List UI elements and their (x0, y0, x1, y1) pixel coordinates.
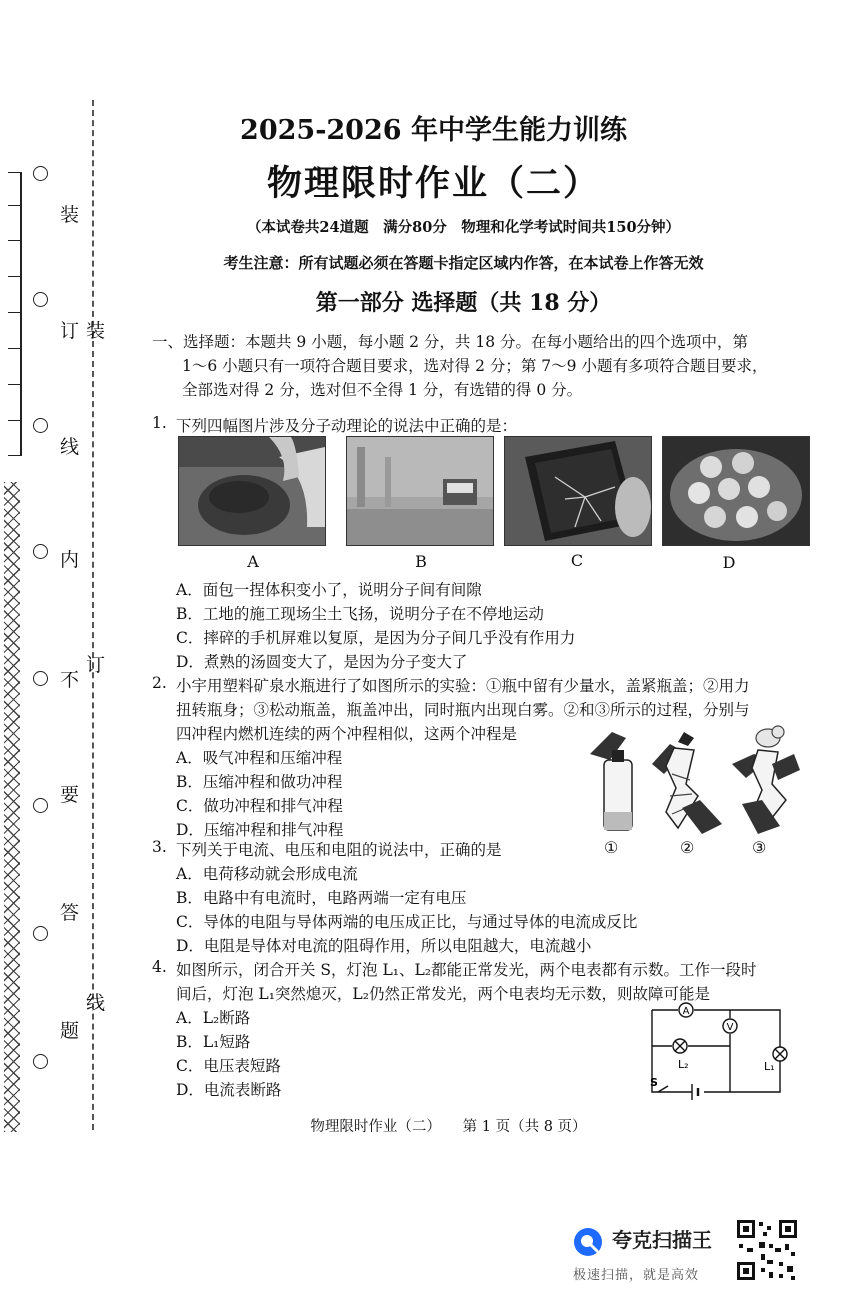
margin-char-outer: 线 (86, 992, 106, 1014)
margin-char: 装 (60, 204, 80, 226)
option: B．L₁短路 (176, 1033, 251, 1051)
margin-char-outer: 订 (86, 654, 106, 676)
ammeter-label: A (682, 1006, 690, 1017)
margin-char: 不 (60, 669, 80, 691)
question-stem: 四冲程内燃机连续的两个冲程相似，这两个冲程是 (176, 725, 518, 743)
photo-construction-dust (346, 436, 494, 546)
binding-circle (33, 926, 48, 941)
margin-char: 题 (60, 1020, 80, 1042)
exam-info: （本试卷共24道题 满分80分 物理和化学考试时间共150分钟） (246, 219, 681, 236)
figure-label: ① (604, 838, 619, 857)
option: A．吸气冲程和压缩冲程 (176, 749, 343, 767)
question-stem: 如图所示，闭合开关 S，灯泡 L₁、L₂都能正常发光，两个电表都有示数。工作一段时 (176, 961, 757, 979)
bracket-tick (8, 348, 20, 349)
question-number: 3. (152, 838, 167, 856)
question-stem: 间后，灯泡 L₁突然熄灭，L₂仍然正常发光，两个电表均无示数，则故障可能是 (176, 985, 710, 1003)
l2-label: L₂ (678, 1058, 689, 1071)
option: B．电路中有电流时，电路两端一定有电压 (176, 889, 467, 907)
brand-logo-icon (572, 1226, 604, 1258)
qr-code-icon (735, 1218, 799, 1282)
voltmeter-label: V (726, 1022, 734, 1033)
section-title: 第一部分 选择题（共 18 分） (315, 290, 612, 316)
question-number: 4. (152, 958, 167, 976)
question-stem: 扭转瓶身；③松动瓶盖，瓶盖冲出，同时瓶内出现白雾。②和③所示的过程，分别与 (176, 701, 750, 719)
binding-circle (33, 671, 48, 686)
figure-label: ② (680, 838, 695, 857)
option: D．煮熟的汤圆变大了，是因为分子变大了 (176, 653, 468, 671)
main-title: 物理限时作业（二） (266, 163, 600, 204)
bracket-tick (8, 312, 20, 313)
question-number: 1. (152, 414, 167, 432)
option: C．导体的电阻与导体两端的电压成正比，与通过导体的电流成反比 (176, 913, 638, 931)
photo-dumplings (662, 436, 810, 546)
option: C．摔碎的手机屏难以复原，是因为分子间几乎没有作用力 (176, 629, 576, 647)
margin-char: 要 (60, 784, 80, 806)
option: A．电荷移动就会形成电流 (176, 865, 358, 883)
bottle-experiment-figure (582, 724, 802, 836)
binding-circle (33, 418, 48, 433)
margin-char-outer: 装 (86, 320, 106, 342)
photo-label: C (570, 551, 584, 570)
bracket-tick (8, 455, 20, 456)
option: C．做功冲程和排气冲程 (176, 797, 343, 815)
switch-label: S (650, 1076, 658, 1089)
photo-label: D (722, 553, 736, 572)
year-title: 2025-2026 年中学生能力训练 (240, 115, 627, 146)
bracket-tick (8, 420, 20, 421)
bracket-tick (8, 240, 20, 241)
brand-name: 夸克扫描王 (612, 1228, 712, 1252)
brand-slogan: 极速扫描，就是高效 (573, 1268, 700, 1283)
margin-char: 订 (60, 320, 80, 342)
binding-circle (33, 798, 48, 813)
question-stem: 下列关于电流、电压和电阻的说法中，正确的是 (176, 841, 502, 859)
margin-char: 答 (60, 902, 80, 924)
binding-circle (33, 544, 48, 559)
photo-label: B (415, 552, 427, 571)
bracket-tick (8, 384, 20, 385)
page-footer: 物理限时作业（二） 第 1 页（共 8 页） (310, 1119, 587, 1135)
photo-bread (178, 436, 326, 546)
figure-label: ③ (752, 838, 767, 857)
binding-bracket (8, 172, 22, 456)
option: C．电压表短路 (176, 1057, 281, 1075)
option: D．电流表断路 (176, 1081, 282, 1099)
option: D．压缩冲程和排气冲程 (176, 821, 344, 839)
option: A．面包一捏体积变小了，说明分子间有间隙 (176, 581, 482, 599)
binding-zigzag-pattern (4, 482, 20, 1132)
instruction-line: 1～6 小题只有一项符合题目要求，选对得 2 分；第 7～9 小题有多项符合题目要求， (182, 357, 768, 375)
circuit-diagram (640, 1000, 800, 1104)
exam-notice: 考生注意：所有试题必须在答题卡指定区域内作答，在本试卷上作答无效 (223, 254, 704, 272)
question-number: 2. (152, 674, 167, 692)
option: A．L₂断路 (176, 1009, 251, 1027)
option: B．工地的施工现场尘土飞扬，说明分子在不停地运动 (176, 605, 544, 623)
instruction-line: 一、选择题：本题共 9 小题，每小题 2 分，共 18 分。在每小题给出的四个选项中，第 (152, 333, 749, 351)
instruction-line: 全部选对得 2 分，选对但不全得 1 分，有选错的得 0 分。 (182, 381, 583, 399)
option: D．电阻是导体对电流的阻碍作用，所以电阻越大，电流越小 (176, 937, 592, 955)
photo-broken-phone (504, 436, 652, 546)
question-stem: 小宇用塑料矿泉水瓶进行了如图所示的实验：①瓶中留有少量水，盖紧瓶盖；②用力 (176, 677, 750, 695)
option: B．压缩冲程和做功冲程 (176, 773, 343, 791)
binding-circle (33, 1054, 48, 1069)
photo-label: A (247, 552, 259, 571)
bracket-tick (8, 276, 20, 277)
margin-char: 线 (60, 436, 80, 458)
question-stem: 下列四幅图片涉及分子动理论的说法中正确的是： (176, 417, 518, 435)
margin-char: 内 (60, 549, 80, 571)
l1-label: L₁ (764, 1060, 775, 1073)
